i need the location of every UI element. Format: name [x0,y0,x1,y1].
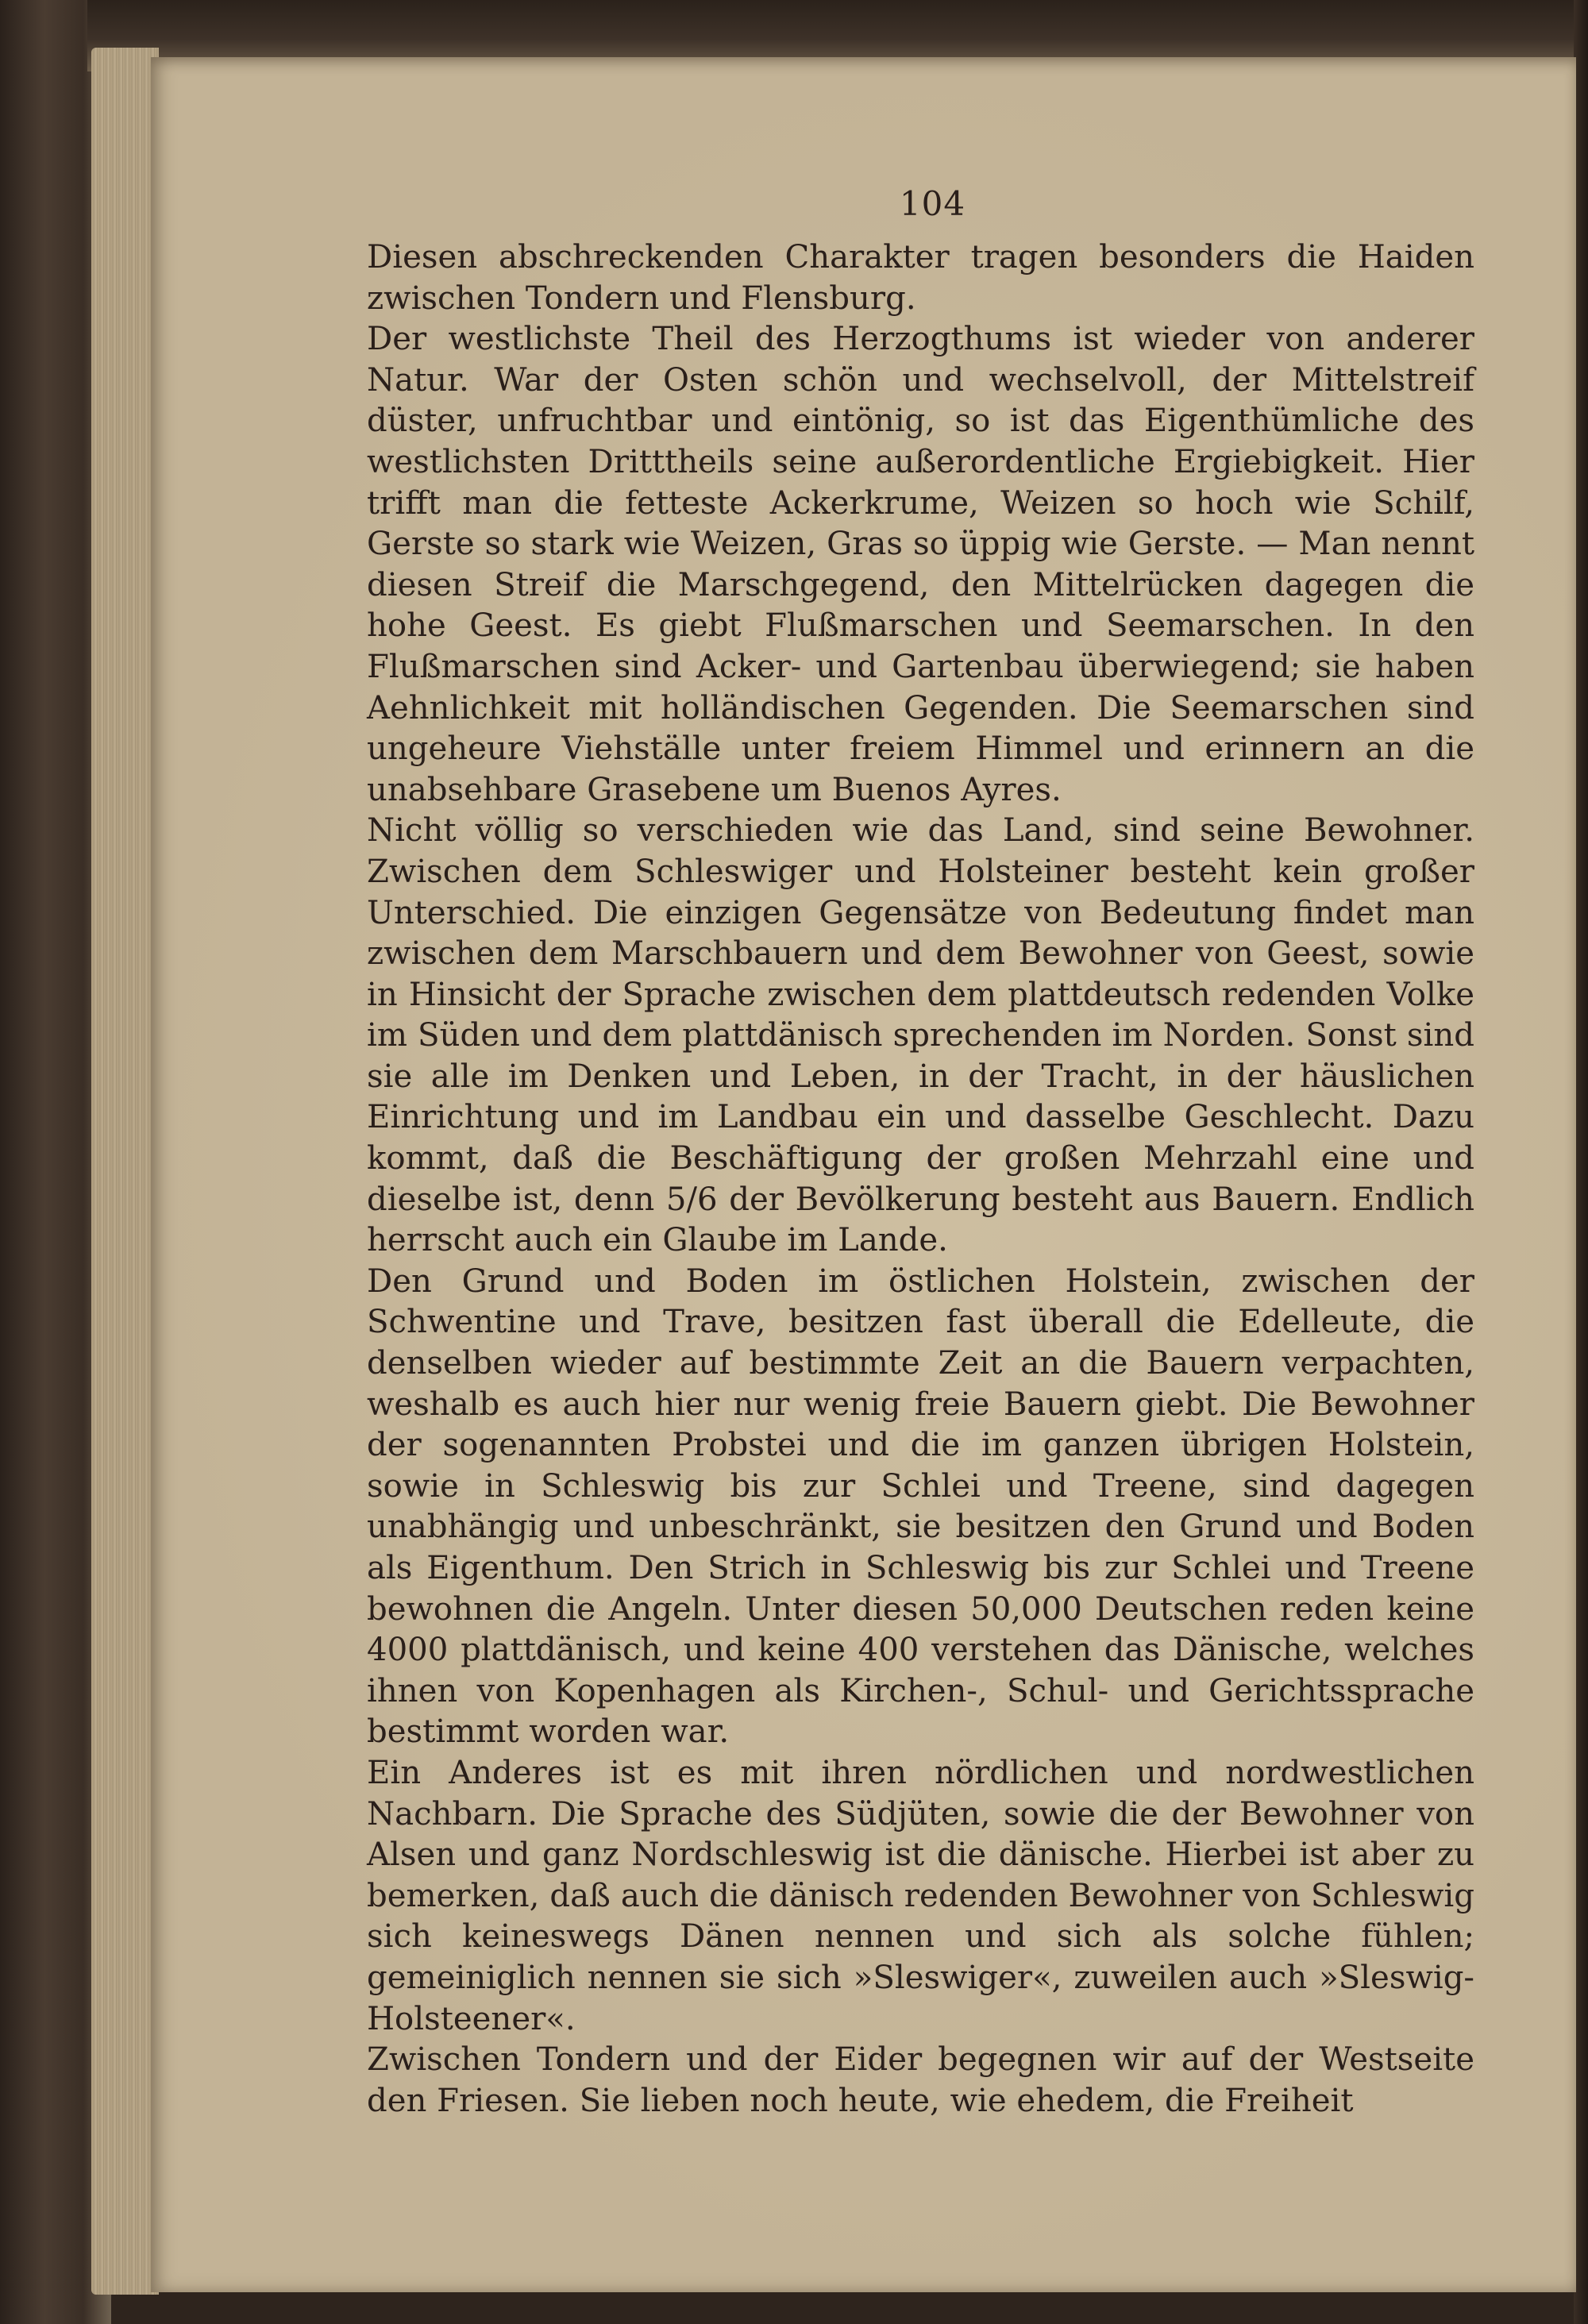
page-text [367,184,1474,2122]
paragraph: Ein Anderes ist es mit ihren nördlichen und nordwestlichen Nachbarn. Die Sprache des Südjüten, sowie die der Bewohner von Alsen und ganz Nordschleswig ist die dänische. Hierbei ist aber zu bemerken, daß auch die dänisch redenden Bewohner von Schleswig sich keineswegs Dänen nennen und sich als solche fühlen; gemeiniglich nennen sie sich »Sleswiger«, zuweilen auch »Sleswig-Holsteener«. [367,1754,1474,2037]
paragraph: Den Grund und Boden im östlichen Holstein, zwischen der Schwentine und Trave, besitzen fast überall die Edelleute, die denselben wieder auf bestimmte Zeit an die Bauern verpachten, weshalb es auch hier nur wenig freie Bauern giebt. Die Bewohner der sogenannten Probstei und die im ganzen übrigen Holstein, sowie in Schleswig bis zur Schlei und Treene, sind dagegen unabhängig und unbeschränkt, sie besitzen den Grund und Boden als Eigenthum. Den Strich in Schleswig bis zur Schlei und Treene bewohnen die Angeln. Unter diesen 50,000 Deutschen reden keine 4000 plattdänisch, und keine 400 verstehen das Dänische, welches ihnen von Kopenhagen als Kirchen-, Schul- und Gerichtssprache bestimmt worden war. [367,1262,1474,1751]
page-stack-edge [91,48,159,2295]
paragraph: Nicht völlig so verschieden wie das Land, sind seine Bewohner. Zwischen dem Schleswiger und Holsteiner besteht kein großer Unterschied. Die einzigen Gegensätze von Bedeutung findet man zwischen dem Marschbauern und dem Bewohner von Geest, sowie in Hinsicht der Sprache zwischen dem plattdeutsch redenden Volke im Süden und dem plattdänisch sprechenden im Norden. Sonst sind sie alle im Denken und Leben, in der Tracht, in der häuslichen Einrichtung und im Landbau ein und dasselbe Geschlecht. Dazu kommt, daß die Beschäftigung der großen Mehrzahl eine und dieselbe ist, denn 5/6 der Bevölkerung besteht aus Bauern. Endlich herrscht auch ein Glaube im Lande. [367,812,1474,1259]
page-number: 104 [899,184,966,223]
paragraph: Diesen abschreckenden Charakter tragen besonders die Haiden zwischen Tondern und Flensburg. [367,239,1474,317]
paragraph: Der westlichste Theil des Herzogthums ist wieder von anderer Natur. War der Osten schön und wechselvoll, der Mittelstreif düster, unfruchtbar und eintönig, so ist das Eigenthümliche des westlichsten Dritttheils seine außerordentliche Ergiebigkeit. Hier trifft man die fetteste Ackerkrume, Weizen so hoch wie Schilf, Gerste so stark wie Weizen, Gras so üppig wie Gerste. — Man nennt diesen Streif die Marschgegend, den Mittelrücken dagegen die hohe Geest. Es giebt Flußmarschen und Seemarschen. In den Flußmarschen sind Acker- und Gartenbau überwiegend; sie haben Aehnlichkeit mit holländischen Gegenden. Die Seemarschen sind ungeheure Viehställe unter freiem Himmel und erinnern an die unabsehbare Grasebene um Buenos Ayres. [367,321,1474,808]
paragraph: Zwischen Tondern und der Eider begegnen wir auf der Westseite den Friesen. Sie lieben noch heute, wie ehedem, die Freiheit [367,2041,1474,2119]
